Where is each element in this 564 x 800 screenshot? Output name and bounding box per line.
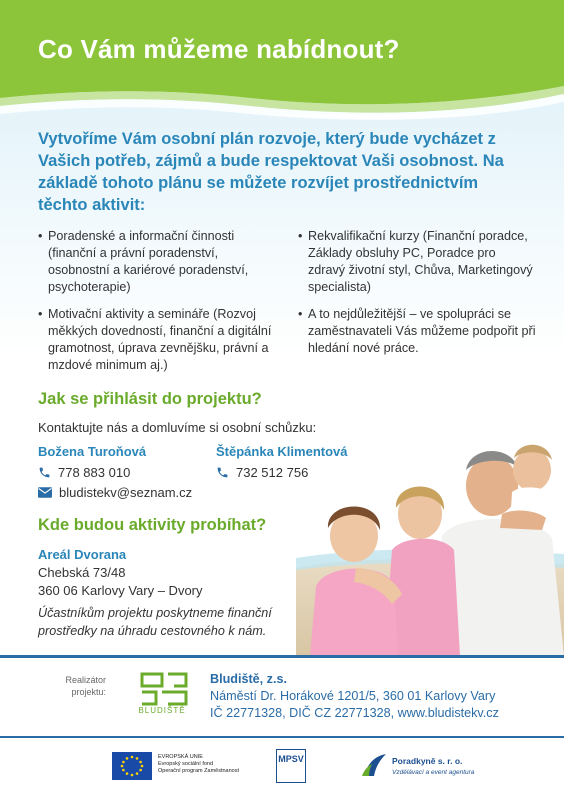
phone-icon [38, 466, 51, 479]
contact-name: Božena Turoňová [38, 444, 147, 459]
eu-line: Evropský sociální fond [158, 761, 214, 767]
poradkyne-logo-icon [360, 752, 388, 778]
partner-name: Poradkyně s. r. o. [392, 756, 463, 766]
venue-street: Chebská 73/48 [38, 565, 126, 580]
venue-name: Areál Dvorana [38, 547, 127, 562]
phone-line [38, 462, 228, 482]
eu-logo [112, 752, 272, 784]
activities-right-list [298, 228, 536, 367]
family-photo [296, 418, 564, 656]
list-item: • Rekvalifikační kurzy (Finanční poradce, Základy obsluhy PC, Poradce pro zdravý životní styl, Chůva, Marketingový specialista) [298, 228, 536, 296]
bludiste-logo-icon [134, 670, 194, 728]
list-item: • Poradenské a informační činnosti (finanční a právní poradenství, osobnostní a kariérové poradenství, psychoterapie) [38, 228, 278, 296]
page-title: Co Vám můžeme nabídnout? [38, 34, 400, 64]
org-address: Náměstí Dr. Horákové 1201/5, 360 01 Karlovy Vary [210, 689, 496, 703]
partner-tagline: Vzdělávací a event agentura [392, 769, 475, 776]
email-address[interactable]: bludistekv@seznam.cz [59, 484, 193, 500]
email-icon [38, 487, 52, 498]
footer-line [0, 736, 564, 738]
eu-flag-icon [112, 752, 152, 780]
contact-heading: Jak se přihlásit do projektu? [38, 390, 262, 408]
bludiste-logo-text: BLUDIŠTĚ [138, 706, 186, 715]
partner-info [392, 756, 474, 778]
realizator-label: Realizátor projektu: [65, 675, 106, 697]
mpsv-logo: MPSV [276, 749, 306, 783]
venue-address [38, 546, 203, 600]
contact-person-1 [38, 444, 228, 502]
intro-text: Vytvoříme Vám osobní plán rozvoje, který bude vycházet z Vašich potřeb, zájmů a bude respektovat Vaši osobnost. Na základě tohoto plánu se můžete rozvíjet prostřednictvím těchto aktivit: [38, 130, 504, 214]
phone-icon [216, 466, 229, 479]
contact-intro: Kontaktujte nás a domluvíme si osobní schůzku: [38, 420, 317, 435]
eu-line: EVROPSKÁ UNIE [158, 754, 203, 760]
contact-name: Štěpánka Klimentová [216, 444, 348, 459]
travel-note: Účastníkům projektu poskytneme finanční prostředky na úhradu cestovného k nám. [38, 606, 272, 638]
location-heading: Kde budou aktivity probíhat? [38, 516, 267, 534]
venue-city: 360 06 Karlovy Vary – Dvory [38, 583, 203, 598]
organization-info [210, 671, 499, 722]
org-ids[interactable]: IČ 22771328, DIČ CZ 22771328, www.bludistekv.cz [210, 706, 499, 720]
eu-text [158, 754, 268, 775]
phone-number[interactable]: 778 883 010 [58, 464, 131, 480]
list-item: • A to nejdůležitější – ve spolupráci se zaměstnavateli Vás můžeme podpořit při hledání nové práce. [298, 306, 536, 357]
phone-number[interactable]: 732 512 756 [236, 464, 309, 480]
org-name: Bludiště, z.s. [210, 672, 287, 686]
email-line [38, 482, 228, 502]
activities-left-list [38, 228, 278, 384]
eu-line: Operační program Zaměstnanost [158, 768, 240, 774]
footer-divider [0, 655, 564, 658]
list-item: • Motivační aktivity a semináře (Rozvoj měkkých dovedností, finanční a digitální gramotnost, úprava zevnějšku, právní a mzdové minimum aj.) [38, 306, 278, 374]
